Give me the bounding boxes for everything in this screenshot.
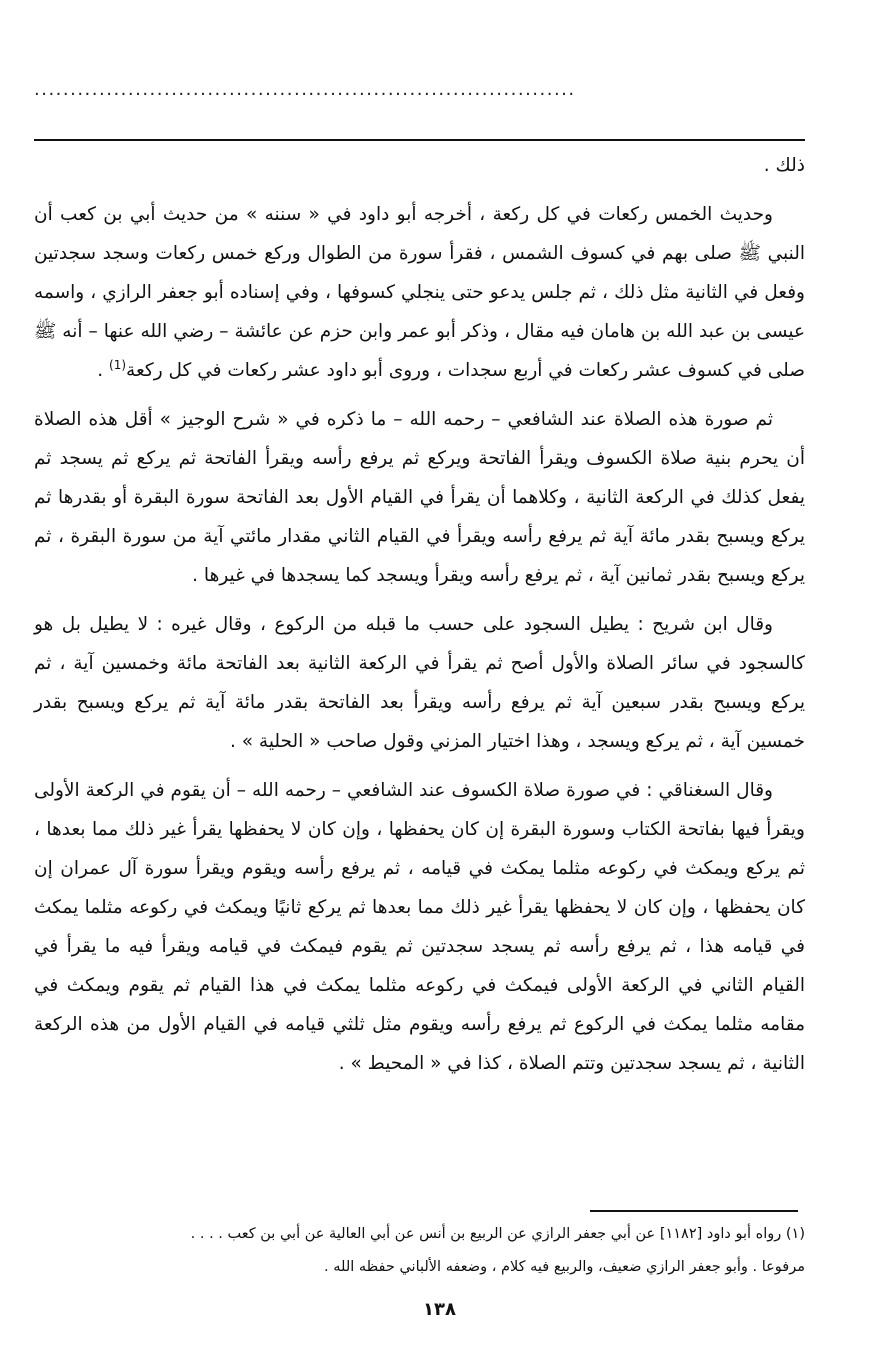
header-dotted-line: ........................................................................... bbox=[34, 80, 576, 100]
footnote-marker-1: (1) bbox=[109, 357, 127, 372]
paragraph-1-text: وحديث الخمس ركعات في كل ركعة ، أخرجه أبو داود في « سننه » من حديث أبي بن كعب أن النبي ﷺ صلى بهم في كسوف الشمس ، فقرأ سورة من الطوال وركع خمس ركعات وسجد سجدتين وفعل في الثانية مثل ذلك ، ثم جلس يدعو حتى ينجلي كسوفها ، وفي إسناده أبو جعفر الرازي ، واسمه عيسى بن عبد الله بن هامان فيه مقال ، وذكر أبو عمر وابن حزم عن عائشة – رضي الله عنها – أنه ﷺ صلى في كسوف عشر ركعات في أربع سجدات ، وروى أبو داود عشر ركعات في كل ركعة bbox=[34, 204, 805, 381]
footnote-separator bbox=[590, 1210, 798, 1212]
page-number: ١٣٨ bbox=[423, 1299, 456, 1320]
footnotes bbox=[34, 1218, 805, 1284]
paragraph-1 bbox=[34, 195, 805, 390]
paragraph-3: وقال ابن شريح : يطيل السجود على حسب ما قبله من الركوع ، وقال غيره : لا يطيل بل هو كالسجود في سائر الصلاة والأول أصح ثم يقرأ في الركعة الثانية بعد الفاتحة مائة وخمسين آية ، ثم يركع ويسبح بقدر سبعين آية ثم يرفع رأسه ويقرأ بعد الفاتحة بقدر مائة آية ثم يركع ويسبح بقدر خمسين آية ، ثم يركع ويسجد ، وهذا اختيار المزني وقول صاحب « الحلية » . bbox=[34, 614, 805, 752]
main-text bbox=[34, 146, 805, 1083]
header-rule bbox=[34, 139, 805, 141]
footnote-1-line-1: (١) رواه أبو داود [١١٨٢] عن أبي جعفر الرازي عن الربيع بن أنس عن أبي العالية عن أبي بن كعب . . . . bbox=[190, 1226, 805, 1242]
paragraph-0: ذلك . bbox=[763, 155, 805, 176]
paragraph-1-end: . bbox=[97, 360, 110, 381]
footnote-1-line-2: مرفوعا . وأبو جعفر الرازي ضعيف، والربيع فيه كلام ، وضعفه الألباني حفظه الله . bbox=[324, 1259, 805, 1275]
paragraph-2: ثم صورة هذه الصلاة عند الشافعي – رحمه الله – ما ذكره في « شرح الوجيز » أقل هذه الصلاة أن يحرم بنية صلاة الكسوف ويقرأ الفاتحة ويركع ثم يرفع رأسه ويقرأ الفاتحة ثم يركع ثم يسجد ثم يفعل كذلك في الركعة الثانية ، وكلاهما أن يقرأ في القيام الأول بعد الفاتحة سورة البقرة أو بقدرها ثم يركع ويسبح بقدر مائة آية ثم يرفع رأسه ويقرأ في القيام الثاني مقدار مائتي آية من سورة البقرة ، ثم يركع ويسبح بقدر ثمانين آية ، ثم يرفع رأسه ويقرأ ويسجد كما يسجدها في غيرها . bbox=[34, 409, 805, 586]
paragraph-4: وقال السغناقي : في صورة صلاة الكسوف عند الشافعي – رحمه الله – أن يقوم في الركعة الأولى ويقرأ فيها بفاتحة الكتاب وسورة البقرة إن كان يحفظها ، وإن كان لا يحفظها يقرأ غير ذلك مما بعدها ، ثم يركع ويمكث في ركوعه مثلما يمكث في قيامه ، ثم يرفع رأسه ويقوم ويقرأ سورة آل عمران إن كان يحفظها ، وإن كان لا يحفظها يقرأ غير ذلك مما بعدها ثم يركع ثانيًا ويمكث في ركوعه مثلما يمكث في قيامه هذا ، ثم يرفع رأسه ثم يسجد سجدتين ثم يقوم فيمكث في قيامه ويقرأ فيه ما يقرأ في القيام الثاني في الركعة الأولى فيمكث في ركوعه مثلما يمكث في هذا القيام ثم يقوم ويمكث في مقامه مثلما يمكث في الركوع ثم يرفع رأسه ويقوم مثل ثلثي قيامه في القيام الأول من هذه الركعة الثانية ، ثم يسجد سجدتين وتتم الصلاة ، كذا في « المحيط » . bbox=[34, 780, 805, 1074]
